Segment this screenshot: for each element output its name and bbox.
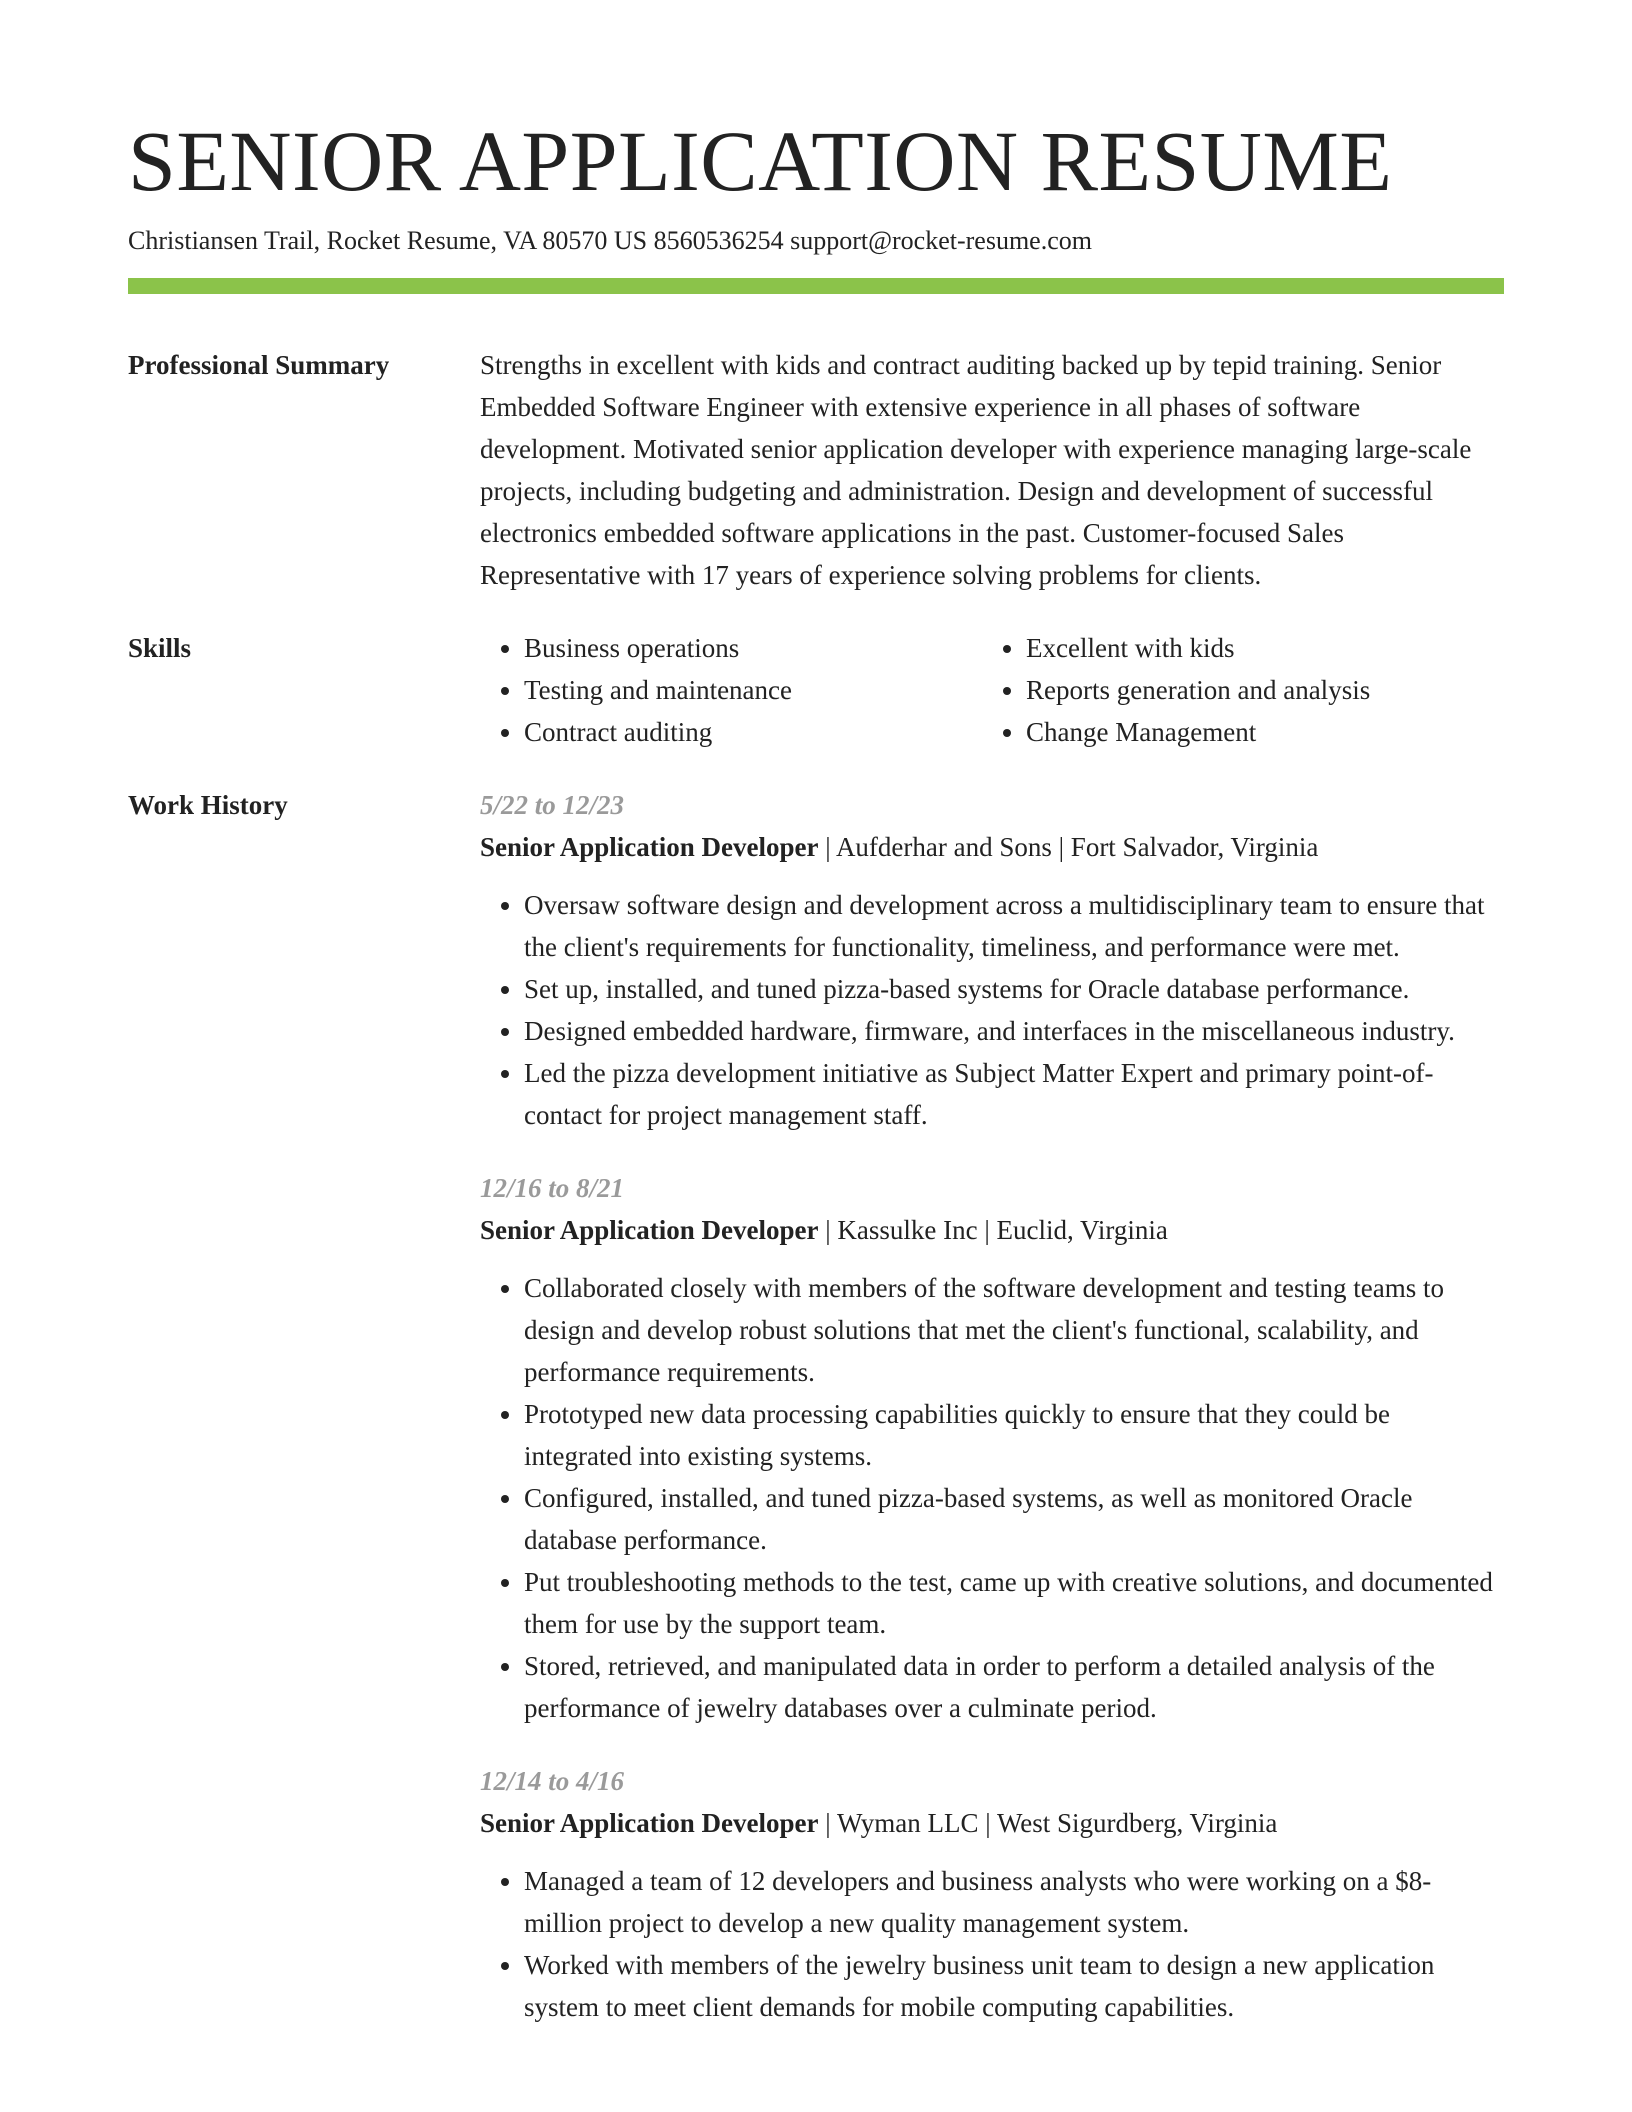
job-location: West Sigurdberg, Virginia xyxy=(996,1807,1278,1838)
job-bullets xyxy=(480,1267,1504,1729)
skill-item: • Reports generation and analysis xyxy=(1026,669,1504,711)
job-company: Wyman LLC xyxy=(836,1807,979,1838)
resume-title: SENIOR APPLICATION RESUME xyxy=(128,113,1393,209)
separator: | xyxy=(818,831,836,862)
job-bullets xyxy=(480,884,1504,1136)
job-bullet: • Configured, installed, and tuned pizza-based systems, as well as monitored Oracle database performance. xyxy=(524,1477,1504,1561)
job-title: Senior Application Developer xyxy=(480,831,819,862)
resume-page xyxy=(128,0,1504,2028)
skills-columns xyxy=(480,627,1504,753)
skills-list-left xyxy=(480,627,982,753)
skill-item: • Excellent with kids xyxy=(1026,627,1504,669)
job-bullet: • Managed a team of 12 developers and business analysts who were working on a $8-million project to develop a new quality management system. xyxy=(524,1860,1504,1944)
job-location: Fort Salvador, Virginia xyxy=(1070,831,1319,862)
section-label: Work History xyxy=(128,789,288,820)
job-bullet: • Worked with members of the jewelry business unit team to design a new application system to meet client demands for mobile computing capabilities. xyxy=(524,1944,1504,2028)
job-entry xyxy=(480,1167,1504,1729)
job-title: Senior Application Developer xyxy=(480,1807,819,1838)
summary-text: Strengths in excellent with kids and contract auditing backed up by tepid training. Senior Embedded Software Engineer with extensive experience in all phases of software development. Motivated senior application developer with experience managing large-scale projects, including budgeting and administration. Design and development of successful electronics embedded software applications in the past. Customer-focused Sales Representative with 17 years of experience solving problems for clients. xyxy=(480,349,1472,590)
separator: | xyxy=(978,1807,997,1838)
contact-line: Christiansen Trail, Rocket Resume, VA 80570 US 8560536254 support@rocket-resume.com xyxy=(128,226,1092,255)
professional-summary-section xyxy=(128,344,1504,596)
separator: | xyxy=(818,1214,838,1245)
separator: | xyxy=(977,1214,997,1245)
section-body xyxy=(480,627,1504,753)
section-body xyxy=(480,344,1504,596)
skill-item: • Change Management xyxy=(1026,711,1504,753)
job-bullet: • Oversaw software design and development across a multidisciplinary team to ensure that the client's requirements for functionality, timeliness, and performance were met. xyxy=(524,884,1504,968)
job-bullet: • Collaborated closely with members of the software development and testing teams to design and develop robust solutions that met the client's functional, scalability, and performance requirements. xyxy=(524,1267,1504,1393)
job-dates: 12/14 to 4/16 xyxy=(480,1765,625,1796)
separator: | xyxy=(818,1807,837,1838)
separator: | xyxy=(1051,831,1071,862)
skills-list-right xyxy=(982,627,1504,753)
skills-section xyxy=(128,627,1504,753)
job-entry xyxy=(480,1760,1504,2028)
job-title: Senior Application Developer xyxy=(480,1214,819,1245)
job-bullet: • Put troubleshooting methods to the test, came up with creative solutions, and documented them for use by the support team. xyxy=(524,1561,1504,1645)
accent-divider xyxy=(128,278,1504,294)
job-company: Aufderhar and Sons xyxy=(835,831,1052,862)
skill-item: • Testing and maintenance xyxy=(524,669,982,711)
job-entry xyxy=(480,784,1504,1136)
work-history-section xyxy=(128,784,1504,2028)
job-bullets xyxy=(480,1860,1504,2028)
job-bullet: • Set up, installed, and tuned pizza-based systems for Oracle database performance. xyxy=(524,968,1504,1010)
job-dates: 5/22 to 12/23 xyxy=(480,789,625,820)
job-bullet: • Led the pizza development initiative as Subject Matter Expert and primary point-of-contact for project management staff. xyxy=(524,1052,1504,1136)
section-label: Skills xyxy=(128,632,192,663)
section-body xyxy=(480,784,1504,2028)
section-label: Professional Summary xyxy=(128,349,390,380)
job-heading xyxy=(480,826,1504,868)
job-location: Euclid, Virginia xyxy=(996,1214,1168,1245)
job-bullet: • Designed embedded hardware, firmware, and interfaces in the miscellaneous industry. xyxy=(524,1010,1504,1052)
skill-item: • Contract auditing xyxy=(524,711,982,753)
job-bullet: • Prototyped new data processing capabilities quickly to ensure that they could be integrated into existing systems. xyxy=(524,1393,1504,1477)
job-dates: 12/16 to 8/21 xyxy=(480,1172,625,1203)
job-heading xyxy=(480,1209,1504,1251)
job-company: Kassulke Inc xyxy=(837,1214,978,1245)
job-heading xyxy=(480,1802,1504,1844)
job-bullet: • Stored, retrieved, and manipulated data in order to perform a detailed analysis of the performance of jewelry databases over a culminate period. xyxy=(524,1645,1504,1729)
skill-item: • Business operations xyxy=(524,627,982,669)
